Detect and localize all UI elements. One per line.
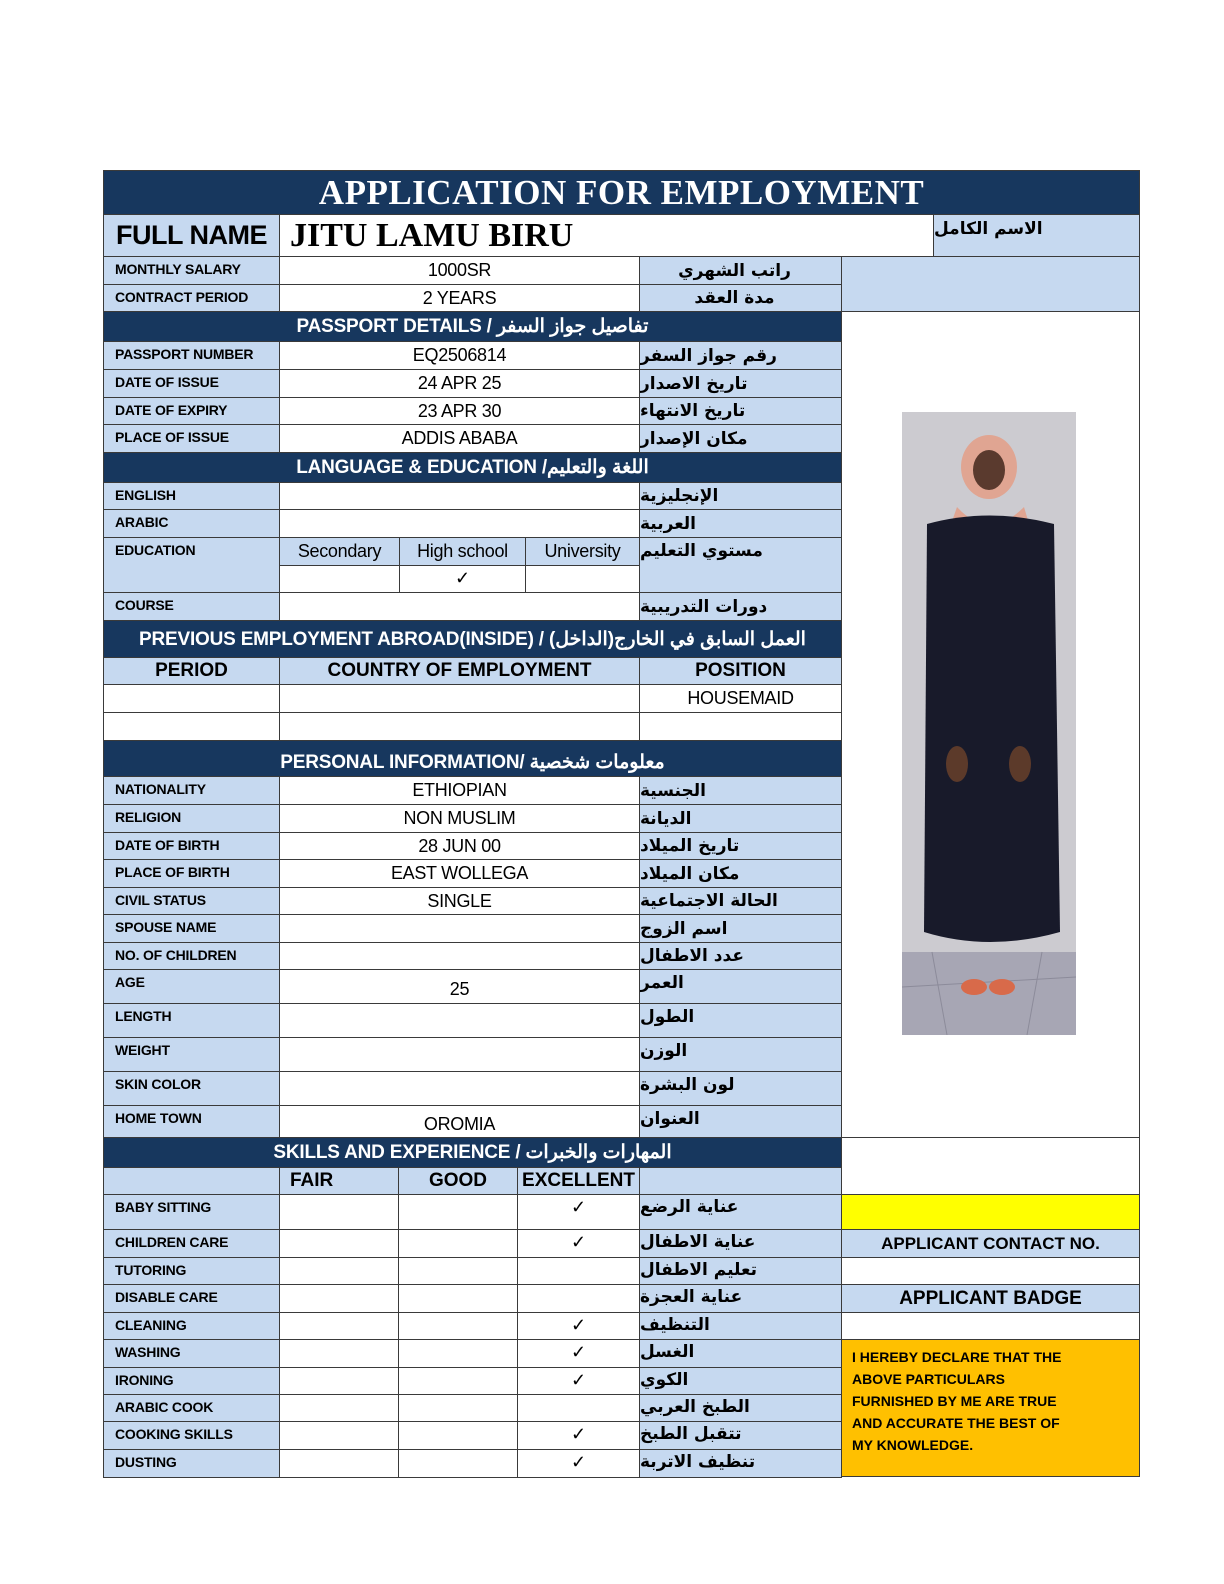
spouse-name-label: SPOUSE NAME — [103, 914, 280, 943]
education-level-high-school: High school — [399, 537, 526, 566]
course-label: COURSE — [103, 592, 280, 621]
skill-cleaning-excellent[interactable]: ✓ — [517, 1312, 640, 1340]
arabic-value[interactable] — [279, 509, 640, 538]
nationality-label-ar: الجنسية — [639, 776, 842, 805]
age-value[interactable]: 25 — [279, 969, 640, 1004]
religion-value[interactable]: NON MUSLIM — [279, 804, 640, 833]
education-check-high-school[interactable]: ✓ — [399, 565, 526, 593]
passport-number-value[interactable]: EQ2506814 — [279, 341, 640, 370]
spouse-name-label-ar: اسم الزوج — [639, 914, 842, 943]
english-label: ENGLISH — [103, 482, 280, 510]
arabic-label: ARABIC — [103, 509, 280, 538]
prev-emp-position-2[interactable] — [639, 712, 842, 741]
full-name-value[interactable]: JITU LAMU BIRU — [279, 214, 934, 257]
skill-cleaning-label: CLEANING — [103, 1312, 280, 1340]
date-of-birth-label-ar: تاريخ الميلاد — [639, 832, 842, 860]
person-photo-icon — [902, 412, 1076, 1035]
skill-ironing-label-ar: الكوي — [639, 1367, 842, 1395]
skill-disable-care-excellent[interactable] — [517, 1284, 640, 1313]
skill-tutoring-label-ar: تعليم الاطفال — [639, 1257, 842, 1285]
place-of-birth-label-ar: مكان الميلاد — [639, 859, 842, 888]
home-town-value[interactable]: OROMIA — [279, 1105, 640, 1139]
civil-status-value[interactable]: SINGLE — [279, 887, 640, 915]
religion-label: RELIGION — [103, 804, 280, 833]
nationality-label: NATIONALITY — [103, 776, 280, 805]
skill-arabic-cook-good[interactable] — [398, 1394, 518, 1422]
course-value[interactable] — [279, 592, 640, 621]
length-value[interactable] — [279, 1003, 640, 1038]
skill-cleaning-label-ar: التنظيف — [639, 1312, 842, 1340]
skill-cooking-skills-good[interactable] — [398, 1421, 518, 1450]
skill-ironing-excellent[interactable]: ✓ — [517, 1367, 640, 1395]
monthly-salary-label: MONTHLY SALARY — [103, 256, 280, 285]
prev-emp-period-2[interactable] — [103, 712, 280, 741]
declaration-text: I HEREBY DECLARE THAT THE ABOVE PARTICULARS FURNISHED BY ME ARE TRUE AND ACCURATE THE BEST OF MY KNOWLEDGE. — [841, 1339, 1140, 1477]
skin-color-value[interactable] — [279, 1071, 640, 1106]
skill-arabic-cook-label: ARABIC COOK — [103, 1394, 280, 1422]
skill-baby-sitting-good[interactable] — [398, 1194, 518, 1230]
date-of-expiry-label-ar: تاريخ الانتهاء — [639, 397, 842, 425]
skill-tutoring-good[interactable] — [398, 1257, 518, 1285]
education-label: EDUCATION — [103, 537, 280, 593]
prev-emp-position-1[interactable]: HOUSEMAID — [639, 684, 842, 713]
date-of-expiry-value[interactable]: 23 APR 30 — [279, 397, 640, 425]
weight-label-ar: الوزن — [639, 1037, 842, 1072]
prev-emp-col-position: POSITION — [639, 657, 842, 685]
highlight-box — [841, 1194, 1140, 1230]
english-value[interactable] — [279, 482, 640, 510]
length-label: LENGTH — [103, 1003, 280, 1038]
skill-dusting-label-ar: تنظيف الاتربة — [639, 1449, 842, 1478]
no-of-children-value[interactable] — [279, 942, 640, 970]
civil-status-label-ar: الحالة الاجتماعية — [639, 887, 842, 915]
skill-disable-care-fair[interactable] — [279, 1284, 399, 1313]
education-check-secondary[interactable] — [279, 565, 400, 593]
full-name-label: FULL NAME — [103, 214, 280, 257]
skill-washing-excellent[interactable]: ✓ — [517, 1339, 640, 1368]
monthly-salary-value[interactable]: 1000SR — [279, 256, 640, 285]
applicant-photo — [902, 412, 1076, 1035]
skill-children-care-excellent[interactable]: ✓ — [517, 1229, 640, 1258]
language-section-header: LANGUAGE & EDUCATION /اللغة والتعليم — [103, 452, 842, 483]
skill-ironing-good[interactable] — [398, 1367, 518, 1395]
skill-arabic-cook-fair[interactable] — [279, 1394, 399, 1422]
skill-baby-sitting-label-ar: عناية الرضع — [639, 1194, 842, 1230]
skill-baby-sitting-fair[interactable] — [279, 1194, 399, 1230]
english-label-ar: الإنجليزية — [639, 482, 842, 510]
skill-disable-care-label-ar: عناية العجزة — [639, 1284, 842, 1313]
contract-period-value[interactable]: 2 YEARS — [279, 284, 640, 312]
length-label-ar: الطول — [639, 1003, 842, 1038]
skill-cleaning-fair[interactable] — [279, 1312, 399, 1340]
skin-color-label-ar: لون البشرة — [639, 1071, 842, 1106]
contract-period-label: CONTRACT PERIOD — [103, 284, 280, 312]
monthly-salary-label-ar: راتب الشهري — [639, 256, 842, 285]
skill-disable-care-good[interactable] — [398, 1284, 518, 1313]
skill-tutoring-label: TUTORING — [103, 1257, 280, 1285]
religion-label-ar: الديانة — [639, 804, 842, 833]
salary-side-blank — [841, 256, 1140, 312]
date-of-issue-label-ar: تاريخ الاصدار — [639, 369, 842, 398]
passport-section-header: PASSPORT DETAILS / تفاصيل جواز السفر — [103, 311, 842, 342]
skills-col-fair: FAIR — [279, 1167, 399, 1195]
education-label-ar: مستوي التعليم — [639, 537, 842, 593]
course-label-ar: دورات التدريبية — [639, 592, 842, 621]
skills-col-blank-ar — [639, 1167, 842, 1195]
contract-period-label-ar: مدة العقد — [639, 284, 842, 312]
prev-emp-country-2[interactable] — [279, 712, 640, 741]
skill-dusting-good[interactable] — [398, 1449, 518, 1478]
place-of-issue-label: PLACE OF ISSUE — [103, 424, 280, 453]
skill-baby-sitting-label: BABY SITTING — [103, 1194, 280, 1230]
weight-value[interactable] — [279, 1037, 640, 1072]
arabic-label-ar: العربية — [639, 509, 842, 538]
skill-cooking-skills-label-ar: تتقبل الطبخ — [639, 1421, 842, 1450]
skill-children-care-label-ar: عناية الاطفال — [639, 1229, 842, 1258]
home-town-label: HOME TOWN — [103, 1105, 280, 1139]
applicant-contact-value[interactable] — [841, 1257, 1140, 1285]
skill-children-care-label: CHILDREN CARE — [103, 1229, 280, 1258]
applicant-badge-value[interactable] — [841, 1312, 1140, 1340]
date-of-birth-value[interactable]: 28 JUN 00 — [279, 832, 640, 860]
date-of-birth-label: DATE OF BIRTH — [103, 832, 280, 860]
education-check-university[interactable] — [525, 565, 640, 593]
skills-section-header: SKILLS AND EXPERIENCE / المهارات والخبرات — [103, 1137, 842, 1168]
skill-cleaning-good[interactable] — [398, 1312, 518, 1340]
skill-washing-fair[interactable] — [279, 1339, 399, 1368]
education-level-university: University — [525, 537, 640, 566]
previous-employment-section-header: PREVIOUS EMPLOYMENT ABROAD(INSIDE) / العمل السابق في الخارج(الداخل) — [103, 620, 842, 658]
skill-tutoring-excellent[interactable] — [517, 1257, 640, 1285]
applicant-contact-label: APPLICANT CONTACT NO. — [841, 1229, 1140, 1258]
spouse-name-value[interactable] — [279, 914, 640, 943]
skill-arabic-cook-label-ar: الطبخ العربي — [639, 1394, 842, 1422]
skills-col-good: GOOD — [398, 1167, 518, 1195]
skill-washing-label-ar: الغسل — [639, 1339, 842, 1368]
skill-tutoring-fair[interactable] — [279, 1257, 399, 1285]
education-level-secondary: Secondary — [279, 537, 400, 566]
skill-ironing-fair[interactable] — [279, 1367, 399, 1395]
skill-cooking-skills-label: COOKING SKILLS — [103, 1421, 280, 1450]
place-of-birth-label: PLACE OF BIRTH — [103, 859, 280, 888]
age-label-ar: العمر — [639, 969, 842, 1004]
place-of-issue-value[interactable]: ADDIS ABABA — [279, 424, 640, 453]
place-of-birth-value[interactable]: EAST WOLLEGA — [279, 859, 640, 888]
skill-arabic-cook-excellent[interactable] — [517, 1394, 640, 1422]
skill-cooking-skills-excellent[interactable]: ✓ — [517, 1421, 640, 1450]
age-label: AGE — [103, 969, 280, 1004]
skill-children-care-good[interactable] — [398, 1229, 518, 1258]
full-name-label-ar: الاسم الكامل — [933, 214, 1140, 257]
nationality-value[interactable]: ETHIOPIAN — [279, 776, 640, 805]
skin-color-label: SKIN COLOR — [103, 1071, 280, 1106]
skill-ironing-label: IRONING — [103, 1367, 280, 1395]
prev-emp-period-1[interactable] — [103, 684, 280, 713]
skill-washing-label: WASHING — [103, 1339, 280, 1368]
date-of-issue-value[interactable]: 24 APR 25 — [279, 369, 640, 398]
no-of-children-label-ar: عدد الاطفال — [639, 942, 842, 970]
skill-disable-care-label: DISABLE CARE — [103, 1284, 280, 1313]
weight-label: WEIGHT — [103, 1037, 280, 1072]
no-of-children-label: NO. OF CHILDREN — [103, 942, 280, 970]
skill-washing-good[interactable] — [398, 1339, 518, 1368]
skill-children-care-fair[interactable] — [279, 1229, 399, 1258]
passport-number-label: PASSPORT NUMBER — [103, 341, 280, 370]
prev-emp-col-period: PERIOD — [103, 657, 280, 685]
passport-number-label-ar: رقم جواز السفر — [639, 341, 842, 370]
skill-cooking-skills-fair[interactable] — [279, 1421, 399, 1450]
date-of-expiry-label: DATE OF EXPIRY — [103, 397, 280, 425]
skills-col-blank — [103, 1167, 280, 1195]
side-blank-box — [841, 1137, 1140, 1195]
home-town-label-ar: العنوان — [639, 1105, 842, 1139]
skills-col-excellent: EXCELLENT — [517, 1167, 640, 1195]
skill-dusting-fair[interactable] — [279, 1449, 399, 1478]
form-title: APPLICATION FOR EMPLOYMENT — [103, 170, 1140, 215]
date-of-issue-label: DATE OF ISSUE — [103, 369, 280, 398]
skill-baby-sitting-excellent[interactable]: ✓ — [517, 1194, 640, 1230]
skill-dusting-label: DUSTING — [103, 1449, 280, 1478]
civil-status-label: CIVIL STATUS — [103, 887, 280, 915]
skill-dusting-excellent[interactable]: ✓ — [517, 1449, 640, 1478]
place-of-issue-label-ar: مكان الإصدار — [639, 424, 842, 453]
prev-emp-col-country: COUNTRY OF EMPLOYMENT — [279, 657, 640, 685]
applicant-badge-label: APPLICANT BADGE — [841, 1284, 1140, 1313]
personal-section-header: PERSONAL INFORMATION/ معلومات شخصية — [103, 740, 842, 777]
prev-emp-country-1[interactable] — [279, 684, 640, 713]
